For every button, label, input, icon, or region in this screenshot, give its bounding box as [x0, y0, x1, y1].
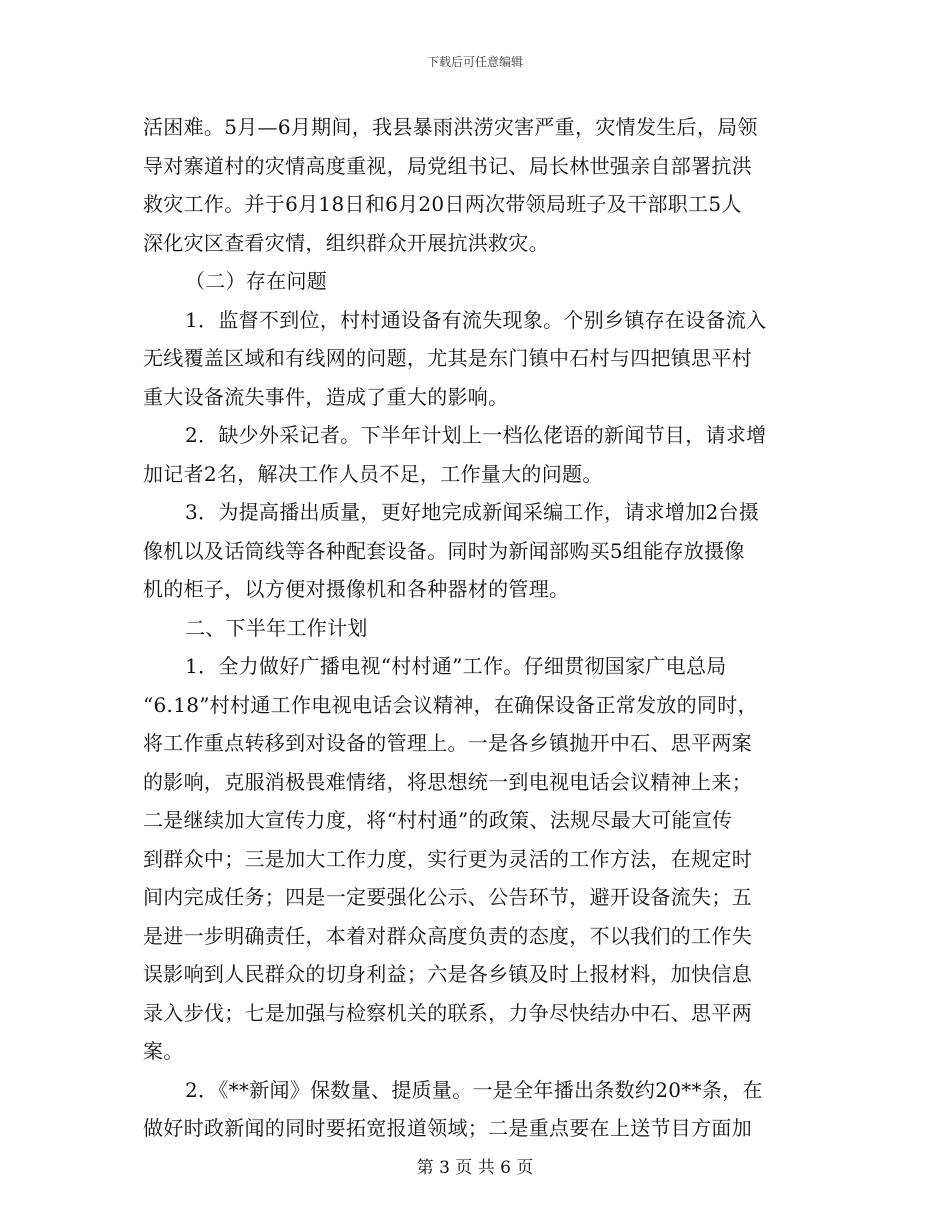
- text-line: 重大设备流失事件，造成了重大的影响。: [143, 384, 509, 409]
- text-line: 是进一步明确责任，本着对群众高度负责的态度，不以我们的工作失: [143, 923, 752, 948]
- page-footer: 第 3 页 共 6 页: [416, 1158, 534, 1178]
- text-line: 无线覆盖区域和有线网的问题，尤其是东门镇中石村与四把镇思平村: [143, 346, 752, 370]
- text-line: 案。: [143, 1039, 184, 1063]
- text-line: 3．为提高播出质量，更好地完成新闻采编工作，请求增加2台摄: [185, 500, 760, 524]
- text-line: “6.18”村村通工作电视电话会议精神，在确保设备正常发放的同时，: [143, 692, 758, 717]
- text-line: 1．监督不到位，村村通设备有流失现象。个别乡镇存在设备流入: [185, 307, 767, 332]
- text-line: 活困难。5月—6月期间，我县暴雨洪涝灾害严重，灾情发生后，局领: [143, 115, 758, 139]
- document-body: [143, 108, 803, 1148]
- text-line: 做好时政新闻的同时要拓宽报道领域；二是重点要在上送节目方面加: [143, 1116, 752, 1140]
- text-line: 2．《**新闻》保数量、提质量。一是全年播出条数约20**条，在: [185, 1077, 763, 1102]
- text-line: 加记者2名，解决工作人员不足，工作量大的问题。: [143, 461, 603, 486]
- text-line: 机的柜子，以方便对摄像机和各种器材的管理。: [143, 577, 570, 601]
- text-line: 误影响到人民群众的切身利益；六是各乡镇及时上报材料，加快信息: [143, 962, 752, 986]
- text-line: 的影响，克服消极畏难情绪，将思想统一到电视电话会议精神上来；: [143, 769, 752, 794]
- page-header: 下载后可任意编辑: [426, 55, 523, 69]
- text-line: 到群众中；三是加大工作力度，实行更为灵活的工作方法，在规定时: [143, 846, 752, 871]
- text-line: 将工作重点转移到对设备的管理上。一是各乡镇抛开中石、思平两案: [143, 731, 752, 755]
- text-line: （二）存在问题: [185, 269, 328, 293]
- text-line: 救灾工作。并于6月18日和6月20日两次带领局班子及干部职工5人: [143, 192, 742, 216]
- text-line: 导对寨道村的灾情高度重视，局党组书记、局长林世强亲自部署抗洪: [143, 153, 752, 178]
- text-line: 录入步伐；七是加强与检察机关的联系，力争尽快结办中石、思平两: [143, 1000, 752, 1025]
- text-line: 2．缺少外采记者。下半年计划上一档仫佬语的新闻节目，请求增: [185, 423, 767, 447]
- text-line: 深化灾区查看灾情，组织群众开展抗洪救灾。: [143, 230, 549, 255]
- text-line: 间内完成任务；四是一定要强化公示、公告环节，避开设备流失；五: [143, 885, 752, 909]
- text-line: 像机以及话筒线等各种配套设备。同时为新闻部购买5组能存放摄像: [143, 538, 745, 563]
- text-line: 二是继续加大宣传力度，将“村村通”的政策、法规尽最大可能宣传: [143, 808, 733, 832]
- text-line: 二、下半年工作计划: [185, 615, 368, 640]
- text-line: 1．全力做好广播电视“村村通”工作。仔细贯彻国家广电总局: [185, 654, 727, 678]
